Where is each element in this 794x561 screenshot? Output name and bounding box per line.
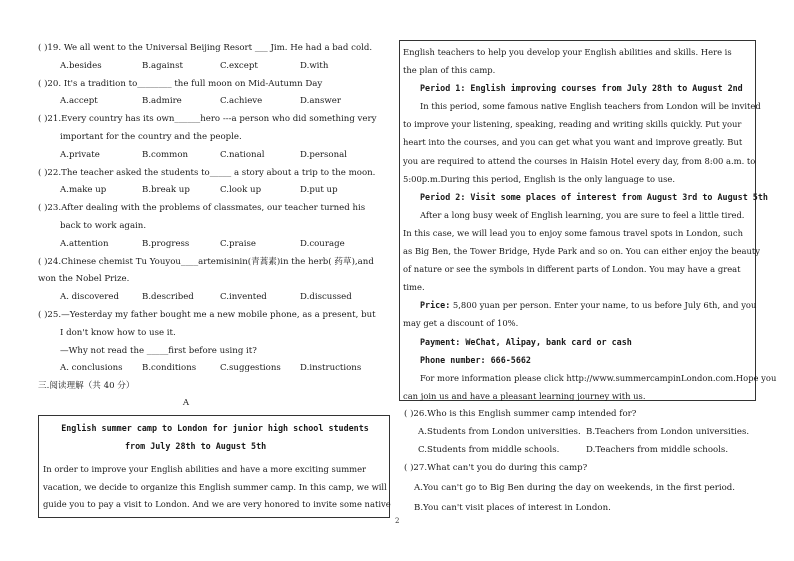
- intro-line: vacation, we decide to organize this English summer camp. In this camp, we will: [43, 481, 387, 492]
- question-24-options: [38, 289, 392, 307]
- option-b: B.progress: [142, 238, 190, 249]
- option-d: D.discussed: [300, 292, 352, 303]
- passage-line: In this period, some famous native English teachers from London will be invited: [420, 101, 761, 112]
- option-d: D.answer: [300, 96, 341, 107]
- passage-line: [403, 296, 757, 314]
- question-27: ( )27.What can't you do during this camp?: [404, 463, 588, 473]
- question-24: ( )24.Chinese chemist Tu Youyou____artemisinin(青蒿素)in the herb( 药草),and: [38, 256, 374, 267]
- passage-line: 5:00p.m.During this period, English is the only language to use.: [403, 173, 676, 184]
- question-19: ( )19. We all went to the Universal Beijing Resort ___ Jim. He had a bad cold.: [38, 43, 373, 53]
- intro-line: In order to improve your English abilities and have a more exciting summer: [43, 464, 367, 474]
- option-c: C.achieve: [220, 96, 263, 107]
- option-a: A.make up: [60, 185, 107, 196]
- option-b: B.common: [142, 149, 189, 160]
- option-a: A. discovered: [60, 292, 119, 303]
- option-b: B.conditions: [142, 363, 197, 374]
- question-25: ( )25.—Yesterday my father bought me a new mobile phone, as a present, but: [38, 309, 376, 320]
- option-a: A.besides: [60, 60, 102, 71]
- option-b: B.against: [142, 60, 183, 71]
- option-c: C.praise: [220, 238, 256, 249]
- option-b: B.break up: [142, 185, 190, 196]
- intro-paragraph: [43, 461, 391, 514]
- passage-box-left: [38, 415, 390, 518]
- left-column: [38, 40, 392, 411]
- camp-dates: from July 28th to August 5th: [125, 440, 267, 451]
- passage-box-right: [399, 40, 777, 401]
- question-23-cont: back to work again.: [60, 220, 147, 231]
- passage-line: [403, 333, 753, 351]
- passage-line: Period 1: English improving courses from July 28th to August 2nd: [420, 83, 743, 94]
- question-20-options: [38, 93, 392, 111]
- option-d: D.personal: [300, 149, 348, 160]
- question-26-options-row2: [404, 442, 756, 460]
- passage-line: as Big Ben, the Tower Bridge, Hyde Park and so on. You can either enjoy the beauty: [403, 246, 761, 257]
- question-27-option-a: A.You can't go to Big Ben during the day on weekends, in the first period.: [414, 482, 736, 493]
- section-heading: 三.阅读理解（共 40 分）: [38, 381, 135, 392]
- question-22: ( )22.The teacher asked the students to_____ a story about a trip to the moon.: [38, 167, 376, 178]
- question-25-cont: I don't know how to use it.: [60, 327, 176, 338]
- passage-line: [403, 351, 753, 369]
- camp-title: English summer camp to London for junior high school students: [61, 423, 369, 433]
- field-value: 5,800 yuan per person. Enter your name, to us before July 6th, and you: [450, 300, 757, 311]
- option-b: B.Teachers from London universities.: [586, 426, 750, 437]
- field-value: WeChat, Alipay, bank card or cash: [460, 336, 632, 347]
- option-c: C.suggestions: [220, 363, 281, 374]
- passage-line: English teachers to help you develop your English abilities and skills. Here is: [403, 47, 732, 57]
- option-d: D.Teachers from middle schools.: [586, 444, 729, 455]
- question-23: ( )23.After dealing with the problems of classmates, our teacher turned his: [38, 203, 366, 214]
- question-21-options: [38, 147, 392, 165]
- option-a: A.private: [60, 149, 100, 160]
- question-21: ( )21.Every country has its own______hero ---a person who did something very: [38, 114, 377, 125]
- question-26-options-row1: [404, 424, 756, 442]
- passage-line: For more information please click http://www.summercampinLondon.com.Hope you: [420, 372, 777, 383]
- passage-line: Period 2: Visit some places of interest from August 3rd to August 5th: [420, 191, 768, 202]
- option-c: C.national: [220, 149, 265, 160]
- option-d: D.with: [300, 60, 329, 71]
- passage-line: After a long busy week of English learning, you are sure to feel a little tired.: [420, 209, 745, 220]
- option-c: C.Students from middle schools.: [418, 444, 560, 455]
- passage-label: A: [182, 397, 190, 408]
- passage-line: may get a discount of 10%.: [403, 318, 519, 329]
- question-26-block: [404, 406, 756, 459]
- question-23-options: [38, 236, 392, 254]
- question-27-block: [404, 460, 756, 518]
- field-value: 666-5662: [485, 354, 531, 365]
- question-22-options: [38, 182, 392, 200]
- option-a: A.accept: [60, 96, 98, 107]
- passage-line: you are required to attend the courses in Haisin Hotel every day, from 8:00 a.m. to: [403, 155, 756, 166]
- passage-line: to improve your listening, speaking, reading and writing skills quickly. Put your: [403, 119, 742, 130]
- option-c: C.invented: [220, 292, 267, 303]
- question-24-cont: won the Nobel Prize.: [38, 274, 130, 285]
- question-20: ( )20. It's a tradition to________ the full moon on Mid-Autumn Day: [38, 78, 323, 89]
- option-d: D.put up: [300, 185, 338, 196]
- question-26: ( )26.Who is this English summer camp intended for?: [404, 409, 637, 419]
- question-21-cont: important for the country and the people.: [60, 131, 242, 142]
- intro-line: guide you to pay a visit to London. And we are very honored to invite some native: [43, 499, 391, 509]
- question-25-cont2: —Why not read the _____first before using it?: [60, 345, 257, 356]
- field-label: Payment:: [420, 336, 461, 347]
- question-19-options: [38, 58, 392, 76]
- option-d: D.courage: [300, 238, 345, 249]
- option-a: A.attention: [60, 238, 109, 249]
- question-25-options: [38, 360, 392, 378]
- passage-line: heart into the courses, and you can get what you want and improve greatly. But: [403, 137, 743, 148]
- passage-line: In this case, we will lead you to enjoy some famous travel spots in London, such: [403, 227, 743, 238]
- page-number: 2: [395, 517, 400, 525]
- passage-line: time.: [403, 282, 425, 293]
- option-c: C.look up: [220, 185, 262, 196]
- passage-line: of nature or see the symbols in different parts of London. You may have a great: [403, 264, 741, 275]
- option-d: D.instructions: [300, 363, 362, 374]
- field-label: Price:: [420, 300, 451, 311]
- option-c: C.except: [220, 60, 258, 71]
- option-b: B.admire: [142, 96, 182, 107]
- passage-line: the plan of this camp.: [403, 65, 496, 76]
- option-b: B.described: [142, 292, 194, 303]
- option-a: A. conclusions: [60, 363, 123, 374]
- passage-line: can join us and have a pleasant learning journey with us.: [403, 390, 646, 401]
- option-a: A.Students from London universities.: [418, 426, 581, 437]
- question-27-option-b: B.You can't visit places of interest in London.: [414, 502, 611, 513]
- field-label: Phone number:: [420, 354, 486, 365]
